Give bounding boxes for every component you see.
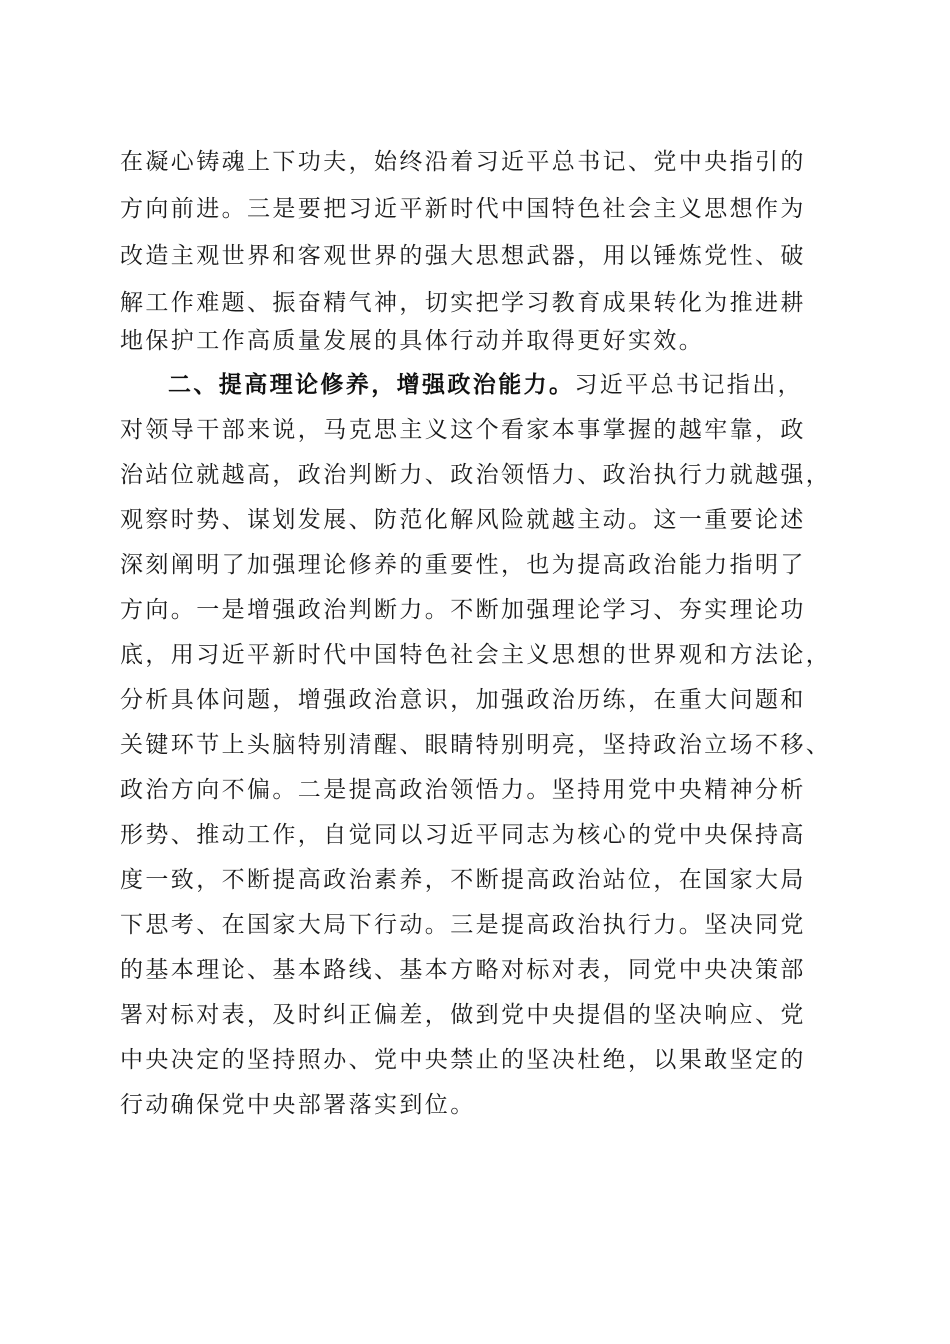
paragraph-line: 署对标对表，及时纠正偏差，做到党中央提倡的坚决响应、党 — [120, 1002, 806, 1028]
paragraph-line: 政治方向不偏。二是提高政治领悟力。坚持用党中央精神分析 — [120, 777, 806, 803]
paragraph-line: 中央决定的坚持照办、党中央禁止的坚决杜绝，以果敢坚定的 — [120, 1047, 806, 1073]
paragraph-line: 的基本理论、基本路线、基本方略对标对表，同党中央决策部 — [120, 957, 806, 983]
paragraph-line: 方向。一是增强政治判断力。不断加强理论学习、夯实理论功 — [120, 597, 806, 623]
paragraph-line: 关键环节上头脑特别清醒、眼睛特别明亮，坚持政治立场不移、 — [120, 732, 832, 758]
paragraph-line: 行动确保党中央部署落实到位。 — [120, 1092, 476, 1118]
paragraph-line: 观察时势、谋划发展、防范化解风险就越主动。这一重要论述 — [120, 507, 806, 533]
paragraph-line: 改造主观世界和客观世界的强大思想武器，用以锤炼党性、破 — [120, 243, 806, 269]
section-heading: 二、提高理论修养，增强政治能力。 — [168, 372, 575, 398]
paragraph-line: 在凝心铸魂上下功夫，始终沿着习近平总书记、党中央指引的 — [120, 149, 806, 175]
paragraph-line: 对领导干部来说，马克思主义这个看家本事掌握的越牢靠，政 — [120, 417, 806, 443]
paragraph-line: 度一致，不断提高政治素养，不断提高政治站位，在国家大局 — [120, 867, 806, 893]
paragraph-line: 深刻阐明了加强理论修养的重要性，也为提高政治能力指明了 — [120, 552, 806, 578]
section-heading-line — [168, 370, 832, 400]
paragraph-line: 下思考、在国家大局下行动。三是提高政治执行力。坚决同党 — [120, 912, 806, 938]
paragraph-line: 解工作难题、振奋精气神，切实把学习教育成果转化为推进耕 — [120, 290, 806, 316]
section-heading-line-text: 习近平总书记指出， — [574, 372, 804, 398]
paragraph-line: 分析具体问题，增强政治意识，加强政治历练，在重大问题和 — [120, 687, 806, 713]
paragraph-line: 方向前进。三是要把习近平新时代中国特色社会主义思想作为 — [120, 196, 806, 222]
paragraph-line: 治站位就越高，政治判断力、政治领悟力、政治执行力就越强， — [120, 462, 832, 488]
paragraph-line: 形势、推动工作，自觉同以习近平同志为核心的党中央保持高 — [120, 822, 806, 848]
paragraph-line: 地保护工作高质量发展的具体行动并取得更好实效。 — [120, 328, 705, 354]
paragraph-line: 底，用习近平新时代中国特色社会主义思想的世界观和方法论， — [120, 642, 832, 668]
